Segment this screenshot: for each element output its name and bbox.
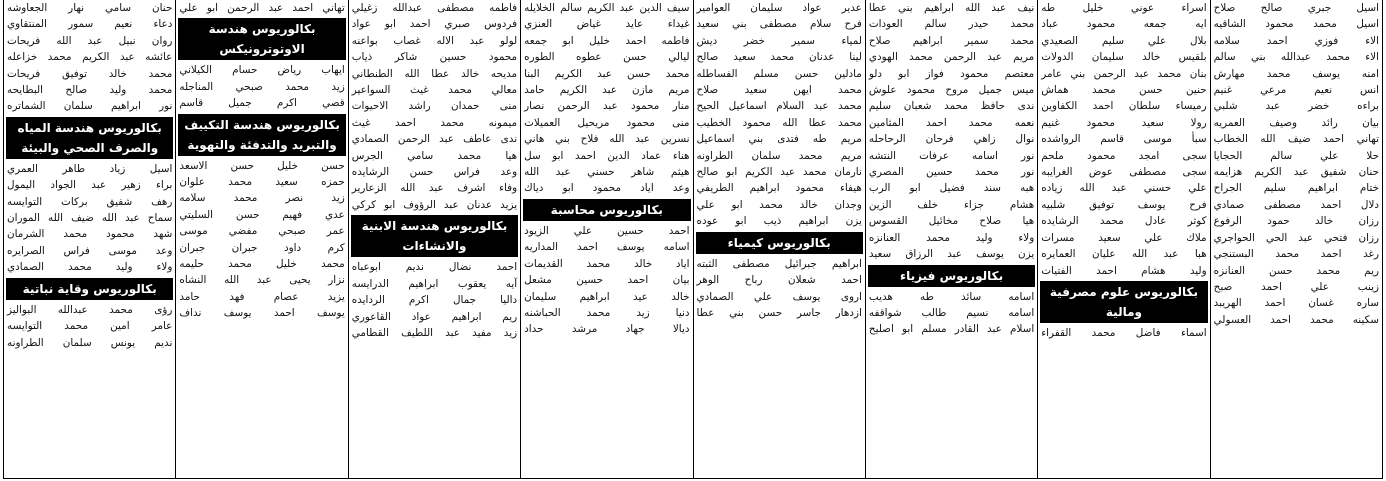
- column-4: [693, 0, 865, 478]
- graduate-name: سماح عبد الله ضيف الله الموران: [7, 212, 173, 225]
- graduate-name: رغد احمد محمد البستنجي: [1213, 248, 1379, 261]
- graduate-name: ابراهيم جبرائيل مصطفى الثبته: [696, 257, 862, 270]
- graduate-name: وعد اياد محمود ابو دياك: [524, 182, 690, 195]
- graduate-name: ندى عاطف عبد الرحمن الصمادي: [351, 133, 518, 146]
- graduate-name: زينب علي احمد صبح: [1213, 280, 1379, 293]
- graduate-name: كوثر عادل محمد الرشايده: [1041, 215, 1207, 228]
- graduate-name: محمد خالد توفيق فريحات: [7, 67, 173, 80]
- graduate-name: ولاء وليد محمد الصمادي: [7, 261, 173, 274]
- graduate-name: هبه سند فضيل ابو الرب: [868, 182, 1035, 195]
- graduate-name: يزيد عدنان عبد الرؤوف ابو كركي: [351, 198, 518, 211]
- graduate-name: مريم عبد الرحمن محمد الهودي: [868, 51, 1035, 64]
- graduate-name: ازدهار جاسر حسن بني عطا: [696, 306, 862, 319]
- column-7: [175, 0, 347, 478]
- graduate-name: مادلين حسن مسلم الفساطله: [696, 67, 862, 80]
- graduate-name: هيثم شاهر حسني عبد الله: [524, 166, 690, 179]
- column-3: [865, 0, 1037, 478]
- graduate-name: زيد مفيد عبد اللطيف القطامي: [351, 326, 518, 339]
- section-heading-line: بكالوريوس وقاية نباتية: [22, 281, 157, 296]
- section-heading-line: بكالوريوس هندسة الابنية: [361, 219, 508, 234]
- graduate-name: ساره غسان احمد الهريبد: [1213, 297, 1379, 310]
- section-heading-line: بكالوريوس هندسة التكييف: [184, 117, 340, 132]
- graduate-name: ريم محمد حسن العنانزه: [1213, 264, 1379, 277]
- graduate-name: كرم داود جبران جبران: [179, 241, 345, 254]
- graduate-name: فردوس صبري احمد ابو عواد: [351, 18, 518, 31]
- graduate-name: عائشه عبد الكريم محمد خزاعله: [7, 51, 173, 64]
- graduate-name: احمد حسين علي الزيود: [524, 224, 690, 237]
- graduate-name: براء زهير عبد الجواد اليمول: [7, 179, 173, 192]
- graduate-name: اسيل جبري صالح صلاح: [1213, 2, 1379, 14]
- graduate-name: يزن يوسف عبد الرزاق سعيد: [868, 248, 1035, 261]
- graduate-name: محمد خليل محمد حليمه: [179, 258, 345, 271]
- graduate-name: بيان احمد حسين مشعل: [524, 274, 690, 287]
- graduate-name: هيفاء محمود ابراهيم الطريفي: [696, 182, 862, 195]
- graduate-name: تهاني احمد عبد الرحمن ابو علي: [179, 2, 345, 14]
- graduate-name: نور محمد حسين المصري: [868, 166, 1035, 179]
- graduate-name: نعمه محمد احمد المثامين: [868, 116, 1035, 129]
- graduate-name: محمود حسين شاكر ذياب: [351, 51, 518, 64]
- graduate-name: انس نعيم مرعي غنيم: [1213, 84, 1379, 97]
- graduate-name: رميساء سلطان احمد الكفاوين: [1041, 100, 1207, 113]
- section-heading: [6, 278, 173, 300]
- graduate-name: احمد شعلان رباح الوهر: [696, 274, 862, 287]
- graduate-name: ايه جمعه محمود عباد: [1041, 18, 1207, 31]
- graduate-name: رولا سعيد محمود غنيم: [1041, 116, 1207, 129]
- graduate-name: سبأ موسى قاسم الرواشده: [1041, 133, 1207, 146]
- graduate-name: نوال زاهي فرحان الرحاحله: [868, 133, 1035, 146]
- graduate-name: فرح يوسف توفيق شلبيه: [1041, 198, 1207, 211]
- graduate-name: نسرين عبد الله فلاح بني هاني: [524, 133, 690, 146]
- graduate-name: قصي اكرم جميل قاسم: [179, 97, 345, 110]
- graduate-name: حمزه سعيد محمد علوان: [179, 176, 345, 189]
- graduate-name: آيه يعقوب ابراهيم الدرايسه: [351, 277, 518, 290]
- graduate-name: روان نبيل عبد الله فريحات: [7, 34, 173, 47]
- graduate-name: اسامه يوسف احمد المداريه: [524, 241, 690, 254]
- graduate-name: هيا محمد سامي الجرس: [351, 149, 518, 162]
- graduate-name: فرح سلام مصطفى بني سعيد: [696, 18, 862, 31]
- graduate-name: رزان فتحي عبد الحي الحواجري: [1213, 231, 1379, 244]
- graduate-name: حلا علي سالم الحجايا: [1213, 149, 1379, 162]
- graduate-name: اسامه نسيم طالب شواقفه: [868, 306, 1035, 319]
- column-8: [4, 0, 175, 478]
- graduate-name: امنه يوسف محمد مهارش: [1213, 67, 1379, 80]
- graduate-name: براءه خضر عبد شلبي: [1213, 100, 1379, 113]
- graduate-name: محمد حسن عبد الكريم البنا: [524, 67, 690, 80]
- graduate-name: سجى مصطفى عوض الغرايبه: [1041, 166, 1207, 179]
- column-1: [1210, 0, 1382, 478]
- graduate-name: زيد محمد صبحي المناجله: [179, 80, 345, 93]
- graduate-name: علي حسني عبد الله زياده: [1041, 182, 1207, 195]
- graduate-name: ميس جميل مروح محمود علوش: [868, 84, 1035, 97]
- graduate-name: بيان رائد وصيف العمريه: [1213, 116, 1379, 129]
- graduate-name: محمد عطا الله محمود الخطيب: [696, 116, 862, 129]
- graduate-name: سكينه محمد احمد العسولي: [1213, 313, 1379, 326]
- graduate-name: وجدان خالد محمد ابو علي: [696, 198, 862, 211]
- graduate-name: منى محمود مريحيل العميلات: [524, 116, 690, 129]
- graduate-name: ختام ابراهيم سليم الجراح: [1213, 182, 1379, 195]
- column-6: [348, 0, 520, 478]
- graduate-name: دلال احمد مصطفى صمادي: [1213, 198, 1379, 211]
- graduate-name: محمد حيدر سالم العودات: [868, 18, 1035, 31]
- graduate-name: غيداء عايد غياض العنزي: [524, 18, 690, 31]
- graduate-name: يزيد عصام فهد حامد: [179, 290, 345, 303]
- section-heading-line: الاوتوترونيكس: [219, 42, 305, 57]
- graduate-name: بلال علي سليم الصعيدي: [1041, 34, 1207, 47]
- graduate-name: لينا عدنان محمد سعيد صالح: [696, 51, 862, 64]
- graduate-name: محمد سمير ابراهيم صلاح: [868, 34, 1035, 47]
- graduate-name: ندى حافظ محمد شعبان سليم: [868, 100, 1035, 113]
- graduate-name: الاء محمد عبدالله بني سالم: [1213, 51, 1379, 64]
- section-heading: [351, 215, 518, 257]
- section-heading: [523, 199, 690, 221]
- graduate-name: ديالا جهاد مرشد حداد: [524, 323, 690, 336]
- graduate-name: منار محمود عبد الرحمن نصار: [524, 100, 690, 113]
- section-heading-line: والصرف الصحي والبيئة: [21, 140, 159, 155]
- graduate-name: ايهاب رياض حسام الكيلاني: [179, 64, 345, 77]
- newspaper-page: [3, 0, 1383, 479]
- graduate-name: حنين حسن محمد هماش: [1041, 84, 1207, 97]
- column-2: [1037, 0, 1209, 478]
- graduate-name: رهف شفيق بركات التوايسه: [7, 195, 173, 208]
- graduate-name: داليا جمال اكرم الردايده: [351, 294, 518, 307]
- graduate-name: تهاني احمد ضيف الله الخطاب: [1213, 133, 1379, 146]
- graduate-name: مريم محمد سلمان الطراونه: [696, 149, 862, 162]
- section-heading-line: والتبريد والتدفئة والتهوية: [187, 137, 337, 152]
- graduate-name: خالد عيد ابراهيم سليمان: [524, 290, 690, 303]
- graduate-name: دنيا زيد محمد الحباشنه: [524, 306, 690, 319]
- graduate-name: رؤى محمد عبدالله البواليز: [7, 303, 173, 316]
- graduate-name: بنان محمد عبد الرحمن بني عامر: [1041, 67, 1207, 80]
- section-heading-line: ومالية: [1105, 304, 1142, 319]
- graduate-name: يزن ابراهيم ذيب ابو عوده: [696, 215, 862, 228]
- graduate-name: هبا عبد الله عليان العمايره: [1041, 248, 1207, 261]
- graduate-name: الاء فوزي احمد سلامه: [1213, 34, 1379, 47]
- graduate-name: عمر صبحي مفضي موسى: [179, 225, 345, 238]
- graduate-name: ميمونه محمد احمد غيث: [351, 116, 518, 129]
- graduate-name: فاطمه احمد خليل ابو جمعه: [524, 34, 690, 47]
- section-heading: [6, 117, 173, 159]
- section-heading: [178, 114, 345, 156]
- graduate-name: معتصم محمود فواز ابو دلو: [868, 67, 1035, 80]
- graduate-name: نديم يونس سلمان الطراونه: [7, 336, 173, 349]
- graduate-name: رزان خالد حمود الرفوع: [1213, 215, 1379, 228]
- graduate-name: منى حمدان راشد الاحيوات: [351, 100, 518, 113]
- graduate-name: نزار يحيى عبد الله النشاه: [179, 274, 345, 287]
- graduate-name: زيد نصر محمد سلامه: [179, 192, 345, 205]
- graduate-name: ولاء وليد محمد العنانزه: [868, 231, 1035, 244]
- graduate-name: نور اسامه عرفات النتشه: [868, 149, 1035, 162]
- graduate-name: اسيل محمد محمود الشاقيه: [1213, 18, 1379, 31]
- graduate-name: ريم ابراهيم عواد القاعوري: [351, 310, 518, 323]
- graduate-name: اسيل زياد طاهر العمري: [7, 162, 173, 175]
- graduate-name: احمد نضال نديم ابوعباه: [351, 261, 518, 274]
- graduate-name: عدي فهيم حسن السليتي: [179, 208, 345, 221]
- graduate-name: فاطمه مصطفى عبدالله زغيلي: [351, 2, 518, 14]
- graduate-name: لولو عبد الاله غصاب بواعنه: [351, 34, 518, 47]
- graduate-name: حنان سامي نهار الجعاوشه: [7, 2, 173, 14]
- section-heading-line: بكالوريوس هندسة المياه: [17, 120, 162, 135]
- section-heading-line: بكالوريوس فيزياء: [900, 268, 1004, 283]
- graduate-name: عدير عواد سليمان العوامير: [696, 2, 862, 14]
- section-heading: [1040, 281, 1207, 323]
- section-heading-line: والانشاءات: [402, 239, 467, 254]
- graduate-name: مديحه خالد عطا الله الطنطاني: [351, 67, 518, 80]
- graduate-name: محمد عبد السلام اسماعيل الحيح: [696, 100, 862, 113]
- graduate-name: حنان شفيق عبد الكريم هزايمه: [1213, 166, 1379, 179]
- graduate-name: وليد هشام احمد الفتيات: [1041, 264, 1207, 277]
- column-5: [520, 0, 692, 478]
- graduate-name: اروى يوسف علي الصمادي: [696, 290, 862, 303]
- section-heading-line: بكالوريوس كيمياء: [727, 235, 831, 250]
- graduate-name: محمد وليد صالح البطايحه: [7, 84, 173, 97]
- graduate-name: وعد فراس حسن الرشايده: [351, 166, 518, 179]
- graduate-name: مريم طه فتدى بني اسماعيل: [696, 133, 862, 146]
- graduate-name: اياد خالد محمد القديمات: [524, 257, 690, 270]
- graduate-name: هناء عماد الدين احمد ابو سل: [524, 149, 690, 162]
- graduate-name: عامر امين محمد التوايسه: [7, 320, 173, 333]
- graduate-name: نور ابراهيم سلمان الشماتره: [7, 100, 173, 113]
- graduate-name: هيا صلاح مخائيل القسوس: [868, 215, 1035, 228]
- section-heading-line: بكالوريوس محاسبة: [550, 202, 663, 217]
- graduate-name: نيف عبد الله ابراهيم بني عطا: [868, 2, 1035, 14]
- section-heading: [696, 232, 863, 254]
- graduate-name: سجى امجد محمود ملحم: [1041, 149, 1207, 162]
- graduate-name: دعاء نعيم سمور المنتقاوي: [7, 18, 173, 31]
- graduate-name: هشام جزاء خلف الزين: [868, 198, 1035, 211]
- graduate-name: اسراء عوني خليل طه: [1041, 2, 1207, 14]
- graduate-name: حسن خليل حسن الاسعد: [179, 159, 345, 172]
- graduate-name: نارمان محمد عبد الكريم ابو صالح: [696, 166, 862, 179]
- graduate-name: ليالي حسن عطوه الطوره: [524, 51, 690, 64]
- graduate-name: سيف الدين عبد الكريم سالم الخلايله: [524, 2, 690, 14]
- graduate-name: لمياء سمير خضر ديش: [696, 34, 862, 47]
- graduate-name: اسماء فاضل محمد القفراء: [1041, 326, 1207, 339]
- section-heading: [868, 265, 1035, 287]
- graduate-name: محمد ايهن سعيد صلاح: [696, 84, 862, 97]
- graduate-name: اسامه سائد طه هديب: [868, 290, 1035, 303]
- graduate-name: شهد محمود محمد الشرمان: [7, 228, 173, 241]
- section-heading-line: بكالوريوس علوم مصرفية: [1049, 284, 1198, 299]
- graduate-name: اسلام عبد القادر مسلم ابو اصليح: [868, 323, 1035, 336]
- graduate-name: وفاء اشرف عبد الله الزعارير: [351, 182, 518, 195]
- graduate-name: مريم مازن عبد الكريم حامد: [524, 84, 690, 97]
- graduate-name: بلقيس خالد سليمان الدولات: [1041, 51, 1207, 64]
- graduate-name: معالي محمد غيث السواعير: [351, 84, 518, 97]
- section-heading-line: بكالوريوس هندسة: [208, 22, 316, 37]
- graduate-name: وعد موسى فراس الصرايره: [7, 244, 173, 257]
- graduate-name: يوسف احمد يوسف نداف: [179, 307, 345, 320]
- section-heading: [178, 18, 345, 60]
- graduate-name: ملاك علي سعيد مسرات: [1041, 231, 1207, 244]
